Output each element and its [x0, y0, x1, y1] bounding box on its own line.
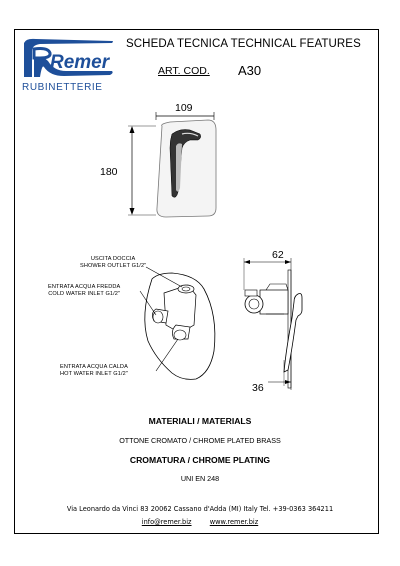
page-title: SCHEDA TECNICA TECHNICAL FEATURES: [126, 38, 361, 50]
standard-value: UNI EN 248: [180, 474, 220, 483]
footer-address: Via Leonardo da Vinci 83 20062 Cassano d'Adda (MI) Italy Tel. +39-0363 364211: [66, 505, 334, 513]
callout-shower-outlet: USCITA DOCCIA SHOWER OUTLET G1/2": [80, 256, 147, 269]
remer-logo: [20, 37, 120, 81]
materials-value: OTTONE CROMATO / CHROME PLATED BRASS: [119, 436, 281, 445]
logo-wordmark: Remer: [50, 52, 110, 73]
front-view-drawing: [120, 100, 230, 220]
side-offset-dimension: 36: [252, 382, 264, 394]
materials-heading: MATERIALI / MATERIALS: [148, 416, 252, 426]
side-view-drawing: [236, 250, 306, 400]
article-code-label: ART. COD.: [158, 65, 210, 77]
front-height-dimension: 180: [100, 166, 118, 178]
callout-cold-inlet: ENTRATA ACQUA FREDDA COLD WATER INLET G1/2": [48, 284, 121, 297]
plating-heading: CROMATURA / CHROME PLATING: [129, 455, 271, 465]
side-depth-dimension: 62: [272, 249, 284, 261]
article-code-value: A30: [238, 63, 262, 78]
footer-website-link[interactable]: www.remer.biz: [209, 518, 259, 526]
footer-contacts: [0, 518, 400, 526]
front-width-dimension: 109: [175, 102, 193, 114]
footer-email-link[interactable]: info@remer.biz: [141, 518, 192, 526]
brand-subtitle: RUBINETTERIE: [22, 82, 103, 93]
callout-hot-inlet: ENTRATA ACQUA CALDA HOT WATER INLET G1/2": [60, 364, 128, 377]
